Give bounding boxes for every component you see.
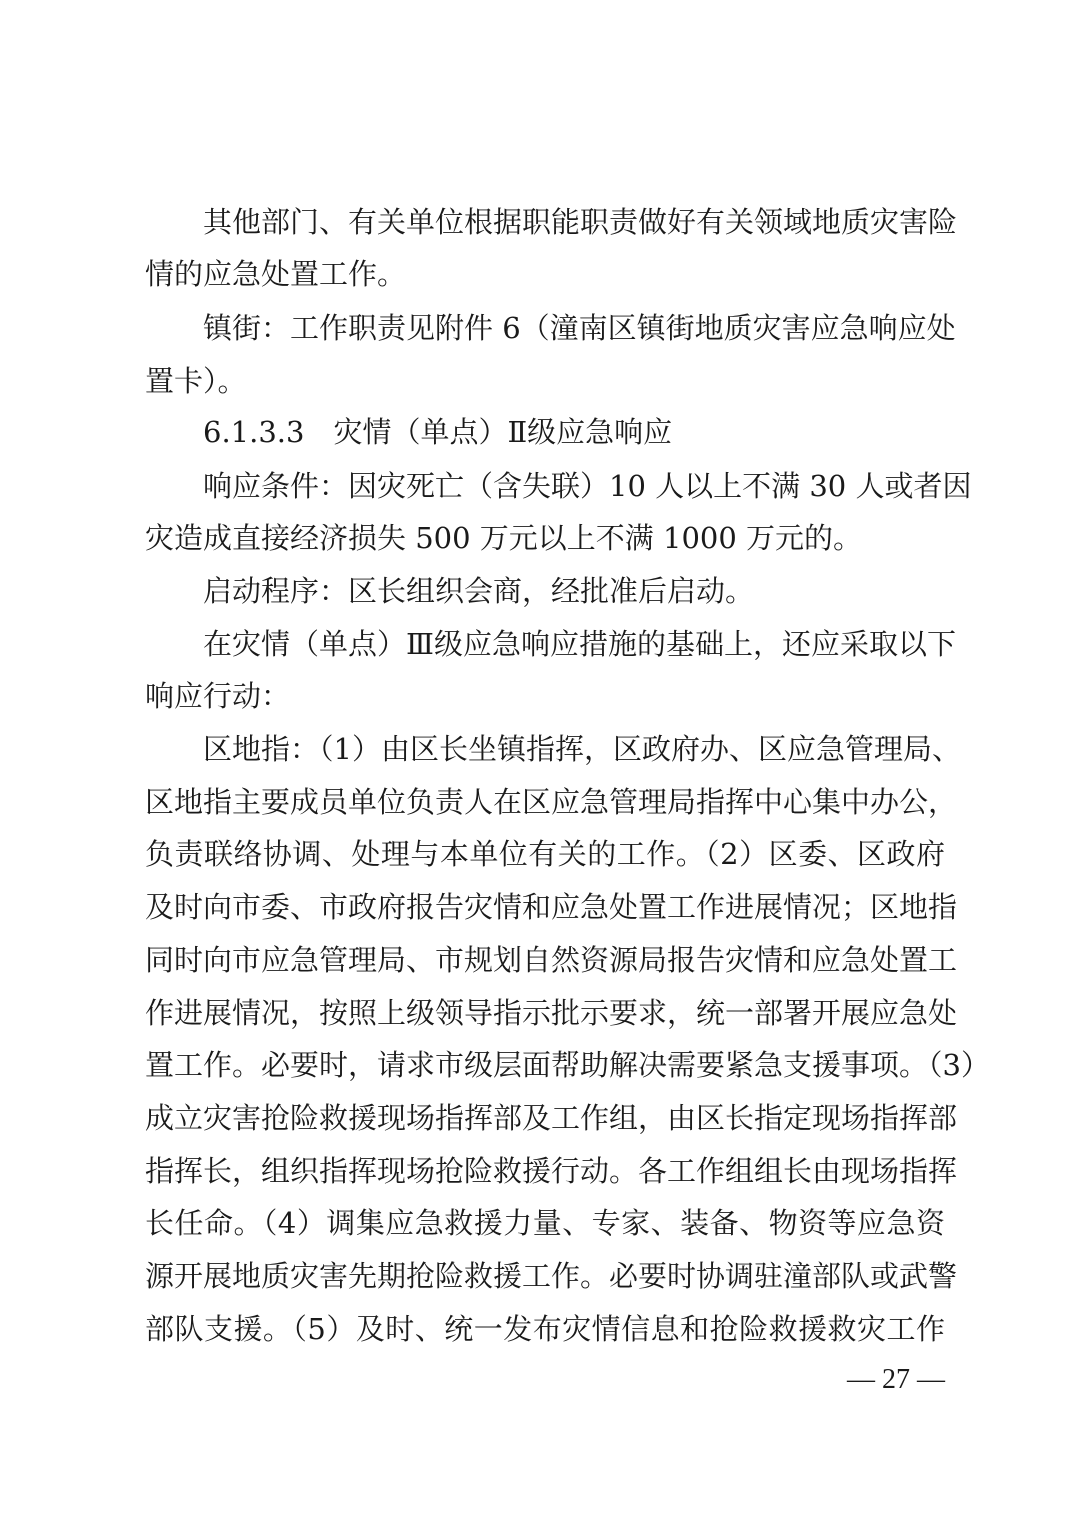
text-line: 区地指主要成员单位负责人在区应急管理局指挥中心集中办公， bbox=[145, 785, 958, 819]
section-heading: 6.1.3.3 灾情（单点）Ⅱ级应急响应 bbox=[203, 415, 673, 449]
text-line: 镇街：工作职责见附件 6（潼南区镇街地质灾害应急响应处 bbox=[203, 311, 956, 345]
text-line: 部队支援。（5）及时、统一发布灾情信息和抢险救援救灾工作 bbox=[145, 1312, 945, 1346]
text-line: 响应条件：因灾死亡（含失联）10 人以上不满 30 人或者因 bbox=[203, 469, 972, 503]
text-line: 在灾情（单点）Ⅲ级应急响应措施的基础上，还应采取以下 bbox=[203, 627, 956, 661]
text-line: 置工作。必要时，请求市级层面帮助解决需要紧急支援事项。（3） bbox=[145, 1048, 990, 1082]
text-line: 及时向市委、市政府报告灾情和应急处置工作进展情况；区地指 bbox=[145, 890, 958, 924]
text-line: 置卡）。 bbox=[145, 364, 247, 398]
text-line: 作进展情况，按照上级领导指示批示要求，统一部署开展应急处 bbox=[145, 996, 958, 1030]
text-line: 负责联络协调、处理与本单位有关的工作。（2）区委、区政府 bbox=[145, 837, 945, 871]
text-line: 启动程序：区长组织会商，经批准后启动。 bbox=[203, 574, 755, 608]
page-number: — 27 — bbox=[847, 1364, 945, 1395]
text-line: 区地指：（1）由区长坐镇指挥，区政府办、区应急管理局、 bbox=[203, 732, 961, 766]
text-line: 成立灾害抢险救援现场指挥部及工作组，由区长指定现场指挥部 bbox=[145, 1101, 958, 1135]
text-line: 指挥长，组织指挥现场抢险救援行动。各工作组组长由现场指挥 bbox=[145, 1154, 958, 1188]
text-line: 响应行动： bbox=[145, 679, 291, 713]
text-line: 长任命。（4）调集应急救援力量、专家、装备、物资等应急资 bbox=[145, 1206, 945, 1240]
text-line: 同时向市应急管理局、市规划自然资源局报告灾情和应急处置工 bbox=[145, 943, 958, 977]
text-line: 源开展地质灾害先期抢险救援工作。必要时协调驻潼部队或武警 bbox=[145, 1259, 958, 1293]
text-line: 其他部门、有关单位根据职能职责做好有关领域地质灾害险 bbox=[203, 205, 958, 239]
text-line: 灾造成直接经济损失 500 万元以上不满 1000 万元的。 bbox=[145, 521, 863, 555]
text-line: 情的应急处置工作。 bbox=[145, 257, 407, 291]
